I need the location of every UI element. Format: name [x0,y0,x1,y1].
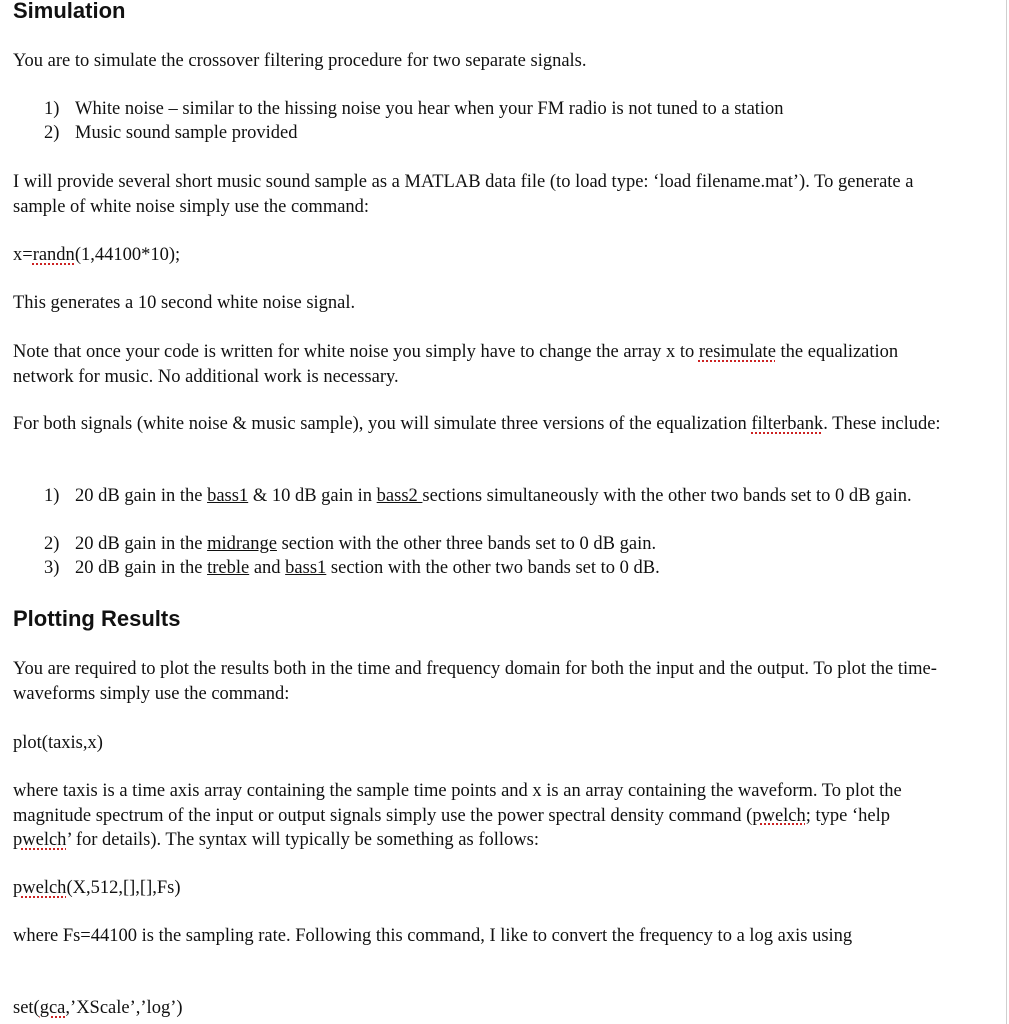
signal-list-item [44,121,954,146]
generates-paragraph: This generates a 10 second white noise signal. [13,293,356,313]
list-text [75,556,954,581]
command-prefix: x= [13,245,33,265]
list-text: White noise – similar to the hissing noise you hear when your FM radio is not tuned to a station [75,99,784,119]
intro-paragraph: You are to simulate the crossover filtering procedure for two separate signals. [13,51,587,71]
plotting-heading: Plotting Results [13,606,181,631]
list-number: 2) [44,534,60,554]
text-run: ; type ‘help [805,805,891,826]
list-text [75,484,954,509]
spellcheck-word: pwelch [13,830,67,850]
fs-paragraph: where Fs=44100 is the sampling rate. Following this command, I like to convert the frequency to a log axis using [13,926,853,946]
version-list-item [44,556,954,581]
spellcheck-word: gca [39,998,66,1018]
set-command [13,996,948,1021]
text-run: where taxis is a time axis array containing the sample time points and x is an array containing the waveform. To plot the magnitude spectrum of the input or output signals simply use the power spectral density command ( [13,781,902,826]
underlined-term: bass2 [376,486,423,506]
text-run: 20 dB gain in the [75,486,208,506]
version-list-item [44,532,954,557]
randn-command [13,243,948,268]
pwelch-command [13,876,948,901]
text-run: For both signals (white noise & music sample), you will simulate three versions of the equalization [13,414,752,434]
text-run: the equalization network for music. No additional work is necessary. [13,342,899,387]
text-run: and [249,558,286,578]
text-run: & 10 dB gain in [248,486,377,506]
command-args: (X,512,[],[],Fs) [66,878,181,898]
spellcheck-word: filterbank [751,414,824,434]
spellcheck-word: randn [32,245,75,265]
command-args: (1,44100*10); [74,245,181,265]
list-number: 1) [44,99,60,119]
both-signals-paragraph [13,412,948,437]
list-text: Music sound sample provided [75,123,298,143]
required-paragraph: You are required to plot the results both in the time and frequency domain for both the input and the output. To plot the time-waveforms simply use the command: [13,659,937,704]
spellcheck-word: pwelch [13,878,67,898]
text-run: Note that once your code is written for white noise you simply have to change the array x to [13,342,699,362]
where-paragraph [13,779,948,853]
list-number: 2) [44,123,60,143]
version-list-item [44,484,954,509]
command-prefix: set( [13,998,40,1018]
text-run: section with the other three bands set to 0 dB gain. [276,534,657,554]
simulation-heading: Simulation [13,0,126,23]
underlined-term: bass1 [207,486,249,506]
underlined-term: treble [207,558,250,578]
text-run: . These include: [823,414,941,434]
command-args: ,’XScale’,’log’) [65,998,183,1018]
provide-paragraph: I will provide several short music sound sample as a MATLAB data file (to load type: ‘load filename.mat’). To generate a sample of white noise simply use the command: [13,172,914,217]
list-number: 1) [44,486,60,506]
text-run: ’ for details). The syntax will typically be something as follows: [66,830,539,850]
list-text [75,532,954,557]
plot-command: plot(taxis,x) [13,733,103,753]
list-number: 3) [44,558,60,578]
underlined-term: bass1 [285,558,327,578]
signal-list-item [44,97,954,122]
spellcheck-word: resimulate [698,342,776,362]
text-run: 20 dB gain in the [75,558,208,578]
text-run: sections simultaneously with the other two bands set to 0 dB gain. [422,486,912,506]
text-run: section with the other two bands set to 0 dB. [326,558,660,578]
note-paragraph [13,340,948,389]
spellcheck-word: pwelch [752,805,806,826]
text-run: 20 dB gain in the [75,534,208,554]
underlined-term: midrange [207,534,277,554]
